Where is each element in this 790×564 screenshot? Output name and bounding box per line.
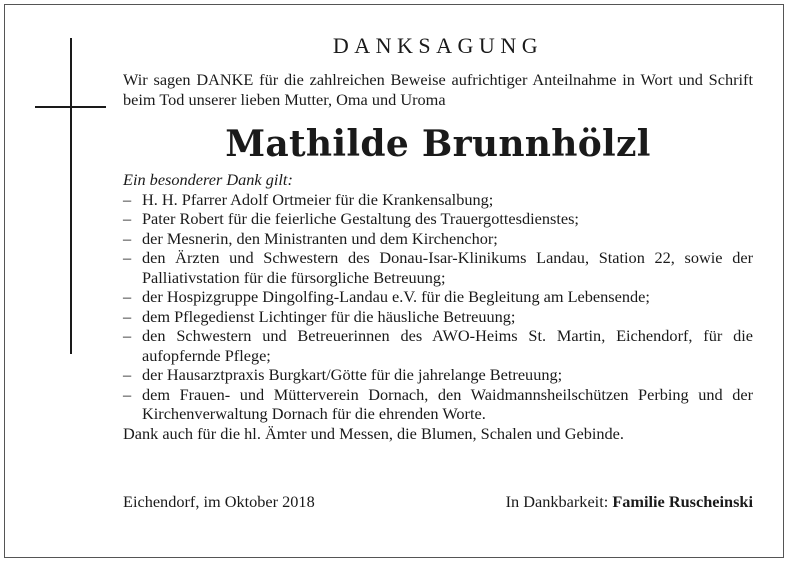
list-dash: –	[123, 209, 132, 228]
list-item	[123, 209, 753, 229]
list-dash: –	[123, 248, 132, 267]
list-item-text: H. H. Pfarrer Adolf Ortmeier für die Krankensalbung;	[142, 189, 494, 209]
list-item	[123, 287, 753, 307]
cross-icon	[70, 38, 72, 354]
signature-prefix: In Dankbarkeit:	[505, 492, 609, 511]
family-name: Familie Ruscheinski	[612, 492, 753, 511]
list-item	[123, 326, 753, 365]
list-item-text: dem Pflegedienst Lichtinger für die häusliche Betreuung;	[142, 306, 516, 326]
list-item-text: Pater Robert für die feierliche Gestaltung des Trauergottesdienstes;	[142, 209, 579, 228]
list-item-text: dem Frauen- und Mütterverein Dornach, den Waidmannsheilschützen Perbing und der Kirchenverwaltung Dornach für die ehrenden Worte.	[142, 384, 753, 423]
list-item-text: der Hausarztpraxis Burgkart/Götte für die jahrelange Betreuung;	[142, 365, 563, 384]
list-item	[123, 190, 753, 210]
place-date: Eichendorf, im Oktober 2018	[123, 492, 315, 511]
list-dash: –	[123, 228, 132, 248]
notice-body	[123, 32, 753, 443]
list-dash: –	[123, 189, 132, 209]
signature	[506, 492, 753, 512]
list-item-text: der Hospizgruppe Dingolfing-Landau e.V. für die Begleitung am Lebensende;	[142, 287, 650, 306]
thanks-subheading: Ein besonderer Dank gilt:	[123, 170, 293, 189]
list-item	[123, 385, 753, 424]
cross-icon-crossbar	[35, 106, 106, 108]
list-item	[123, 248, 753, 287]
list-item	[123, 307, 753, 327]
list-dash: –	[123, 384, 132, 404]
list-item	[123, 229, 753, 249]
list-item-text: der Mesnerin, den Ministranten und dem Kirchenchor;	[142, 228, 498, 248]
list-item-text: den Ärzten und Schwestern des Donau-Isar-Klinikums Landau, Station 22, sowie der Palliativstation für die fürsorgliche Betreuung;	[142, 248, 753, 287]
thanks-list	[123, 190, 753, 424]
list-dash: –	[123, 365, 132, 384]
list-dash: –	[123, 326, 132, 345]
list-item-text: den Schwestern und Betreuerinnen des AWO-Heims St. Martin, Eichendorf, für die aufopfernde Pflege;	[142, 326, 753, 365]
list-dash: –	[123, 306, 132, 326]
deceased-name: Mathilde Brunnhölzl	[225, 123, 651, 165]
list-dash: –	[123, 287, 132, 306]
intro-text: Wir sagen DANKE für die zahlreichen Beweise aufrichtiger Anteilnahme in Wort und Schrift beim Tod unserer lieben Mutter, Oma und Uroma	[123, 70, 753, 109]
list-item	[123, 365, 753, 385]
closing-text: Dank auch für die hl. Ämter und Messen, die Blumen, Schalen und Gebinde.	[123, 423, 624, 443]
notice-heading: DANKSAGUNG	[332, 33, 544, 58]
